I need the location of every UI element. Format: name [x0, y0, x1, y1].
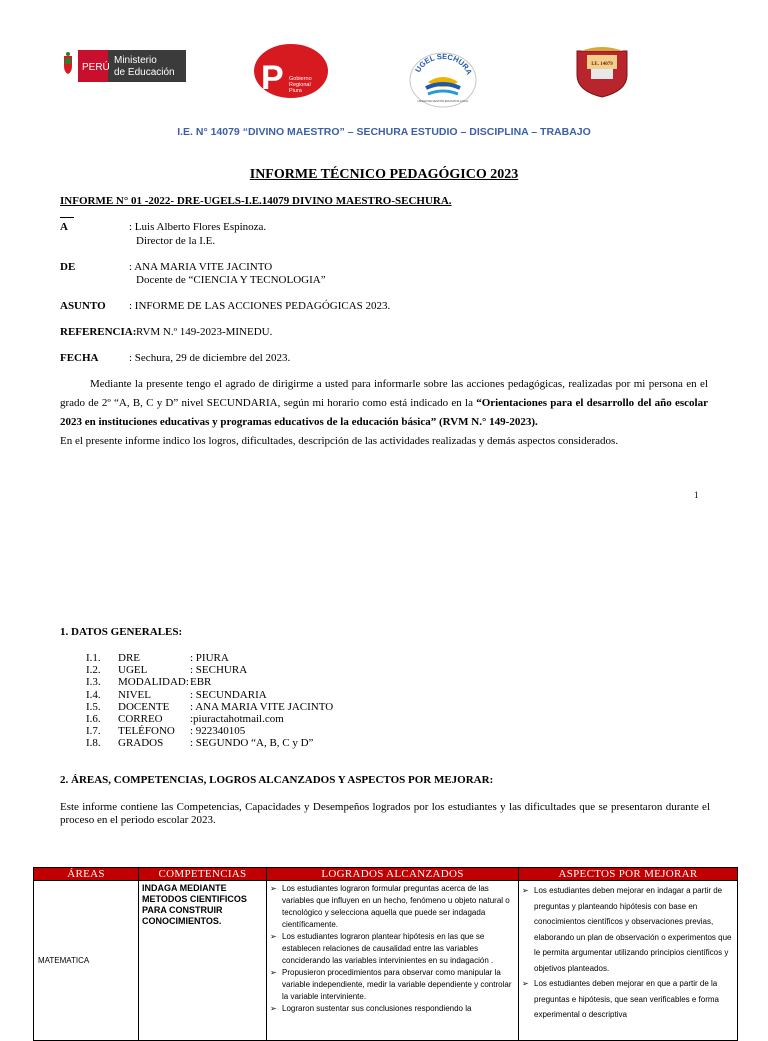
svg-text:UGEL SECHURA: UGEL SECHURA: [413, 52, 474, 77]
svg-text:Ministerio: Ministerio: [114, 55, 157, 66]
body-bold-reference: “Orientaciones para el desarrollo del año escolar 2023 en instituciones educativas y programas educativos de la educación básica”: [60, 397, 708, 428]
arrow-bullet-icon: ➢: [522, 979, 529, 988]
svg-text:I.E. 14079: I.E. 14079: [591, 62, 613, 67]
memo-de-value-2: Docente de “CIENCIA Y TECNOLOGIA”: [136, 274, 326, 286]
body-text: Mediante la presente tengo el agrado de dirigirme a usted para informarle sobre las acciones pedagógicas, realizadas por mi persona en el grado de 2º “A, B, C y D” nivel SECUNDARIA, según mi horario como está indicado en la: [60, 378, 708, 409]
section-2-heading: 2. ÁREAS, COMPETENCIAS, LOGROS ALCANZADOS Y ASPECTOS POR MEJORAR:: [60, 774, 494, 786]
list-item: ➢ Los estudiantes lograron formular preguntas acerca de las variables que influyen en un hecho, fenómeno u objeto natural o tecnológico y selecciona aquella que puede ser indagada científicamente.: [270, 884, 510, 929]
list-item: I.1. DRE : PIURA: [86, 652, 229, 664]
list-item: I.7. TELÉFONO : 922340105: [86, 725, 246, 738]
page-number: 1: [694, 490, 699, 500]
list-item: I.2. UGEL : SECHURA: [86, 664, 248, 677]
arrow-bullet-icon: ➢: [270, 932, 277, 941]
ugel-sechura-logo: [408, 52, 478, 108]
datos-generales-list: [86, 652, 333, 750]
col-header-logros: LOGRADOS ALCANZADOS: [267, 868, 519, 881]
svg-text:UNIDAD DE GESTIÓN EDUCATIVA LO: UNIDAD DE GESTIÓN EDUCATIVA LOCAL: [417, 100, 469, 103]
memo-asunto-value: : INFORME DE LAS ACCIONES PEDAGÓGICAS 2023.: [129, 300, 391, 312]
logros-cell: [267, 881, 519, 1041]
memo-referencia-value: RVM N.º 149-2023-MINEDU.: [136, 326, 273, 338]
list-item: ➢ Propusieron procedimientos para observar como manipular la variable independiente, medir la variable dependiente y controlar la variable interviniente.: [270, 968, 512, 1001]
list-item: I.3. MODALIDAD: EBR: [86, 676, 212, 689]
aspectos-cell: [519, 881, 738, 1041]
list-item: ➢ Lograron sustentar sus conclusiones respondiendo la: [270, 1004, 472, 1013]
logo-peru-text: PERÚ: [82, 62, 110, 73]
table-row: [34, 881, 738, 1041]
informe-number: INFORME N° 01 -2022- DRE-UGELS-I.E.14079 DIVINO MAESTRO-SECHURA.: [60, 195, 452, 207]
arrow-bullet-icon: ➢: [270, 1004, 277, 1013]
arrow-bullet-icon: ➢: [270, 968, 277, 977]
svg-text:Gobierno: Gobierno: [289, 76, 312, 82]
area-cell: MATEMATICA: [34, 881, 139, 1041]
areas-table: [33, 867, 738, 1041]
svg-text:P: P: [261, 59, 284, 97]
arrow-bullet-icon: ➢: [522, 886, 529, 895]
competencia-cell: INDAGA MEDIANTE METODOS CIENTIFICOS PARA CONSTRUIR CONOCIMIENTOS.: [139, 881, 267, 1041]
svg-text:Regional: Regional: [289, 82, 311, 88]
col-header-aspectos: ASPECTOS POR MEJORAR: [519, 868, 738, 881]
section-1-heading: 1. DATOS GENERALES:: [60, 626, 183, 638]
document-title: INFORME TÉCNICO PEDAGÓGICO 2023: [249, 167, 519, 182]
svg-text:Piura: Piura: [289, 88, 302, 94]
svg-text:de Educación: de Educación: [114, 67, 175, 78]
list-item: I.8. GRADOS : SEGUNDO “A, B, C y D”: [86, 737, 314, 750]
list-item: ➢ Los estudiantes deben mejorar en que a partir de la preguntas e hipótesis, que sean verificables e forma experimental o descriptiva: [522, 976, 734, 1023]
memo-de-value: : ANA MARIA VITE JACINTO: [129, 261, 273, 273]
school-motto: I.E. N° 14079 “DIVINO MAESTRO” – SECHURA ESTUDIO – DISCIPLINA – TRABAJO: [177, 126, 591, 138]
body-bold-rvm: (RVM N.° 149-2023).: [436, 416, 538, 428]
section-2-intro: Este informe contiene las Competencias, Capacidades y Desempeños logrados por los estudiantes y las dificultades que se presentaron durante el proceso en el periodo escolar 2023.: [60, 801, 710, 826]
memo-a-value: : Luis Alberto Flores Espinoza.: [129, 221, 267, 233]
memo-fecha-label: FECHA: [60, 352, 99, 364]
table-header-row: [34, 868, 738, 881]
list-item: ➢ Los estudiantes deben mejorar en indagar a partir de preguntas y planteando hipótesis con base en conocimientos científicos y observaciones previas, elaborando un plan de observación o experimentos que le permita argumentar utilizando principios científicos y objetivos planteados.: [522, 883, 734, 976]
list-item: I.5. DOCENTE : ANA MARIA VITE JACINTO: [86, 700, 334, 713]
list-item: I.6. CORREO :piuractahotmail.com: [86, 713, 284, 726]
memo-a-value-2: Director de la I.E.: [136, 235, 216, 247]
school-crest-logo: [573, 45, 631, 99]
arrow-bullet-icon: ➢: [270, 884, 277, 893]
gobierno-regional-piura-logo: [253, 43, 329, 99]
memo-a-label: A: [60, 221, 68, 233]
peru-ministry-logo: [62, 50, 186, 82]
list-item: ➢ Los estudiantes lograron plantear hipótesis en las que se establecen relaciones de causalidad entre las variables conciderando las variables intervinientes en su indagación .: [270, 932, 494, 965]
col-header-areas: ÁREAS: [34, 868, 139, 881]
body-text-2: En el presente informe indico los logros, dificultades, descripción de las actividades realizadas y demás aspectos considerados.: [60, 435, 619, 447]
divider-line: [60, 217, 74, 218]
memo-asunto-label: ASUNTO: [60, 300, 106, 312]
body-paragraph: [60, 375, 708, 451]
memo-fecha-value: : Sechura, 29 de diciembre del 2023.: [129, 352, 291, 364]
memo-referencia-label: REFERENCIA:: [60, 326, 137, 338]
col-header-competencias: COMPETENCIAS: [139, 868, 267, 881]
memo-de-label: DE: [60, 261, 76, 273]
peru-coat-of-arms-icon: [62, 52, 74, 78]
list-item: I.4. NIVEL : SECUNDARIA: [86, 688, 267, 701]
